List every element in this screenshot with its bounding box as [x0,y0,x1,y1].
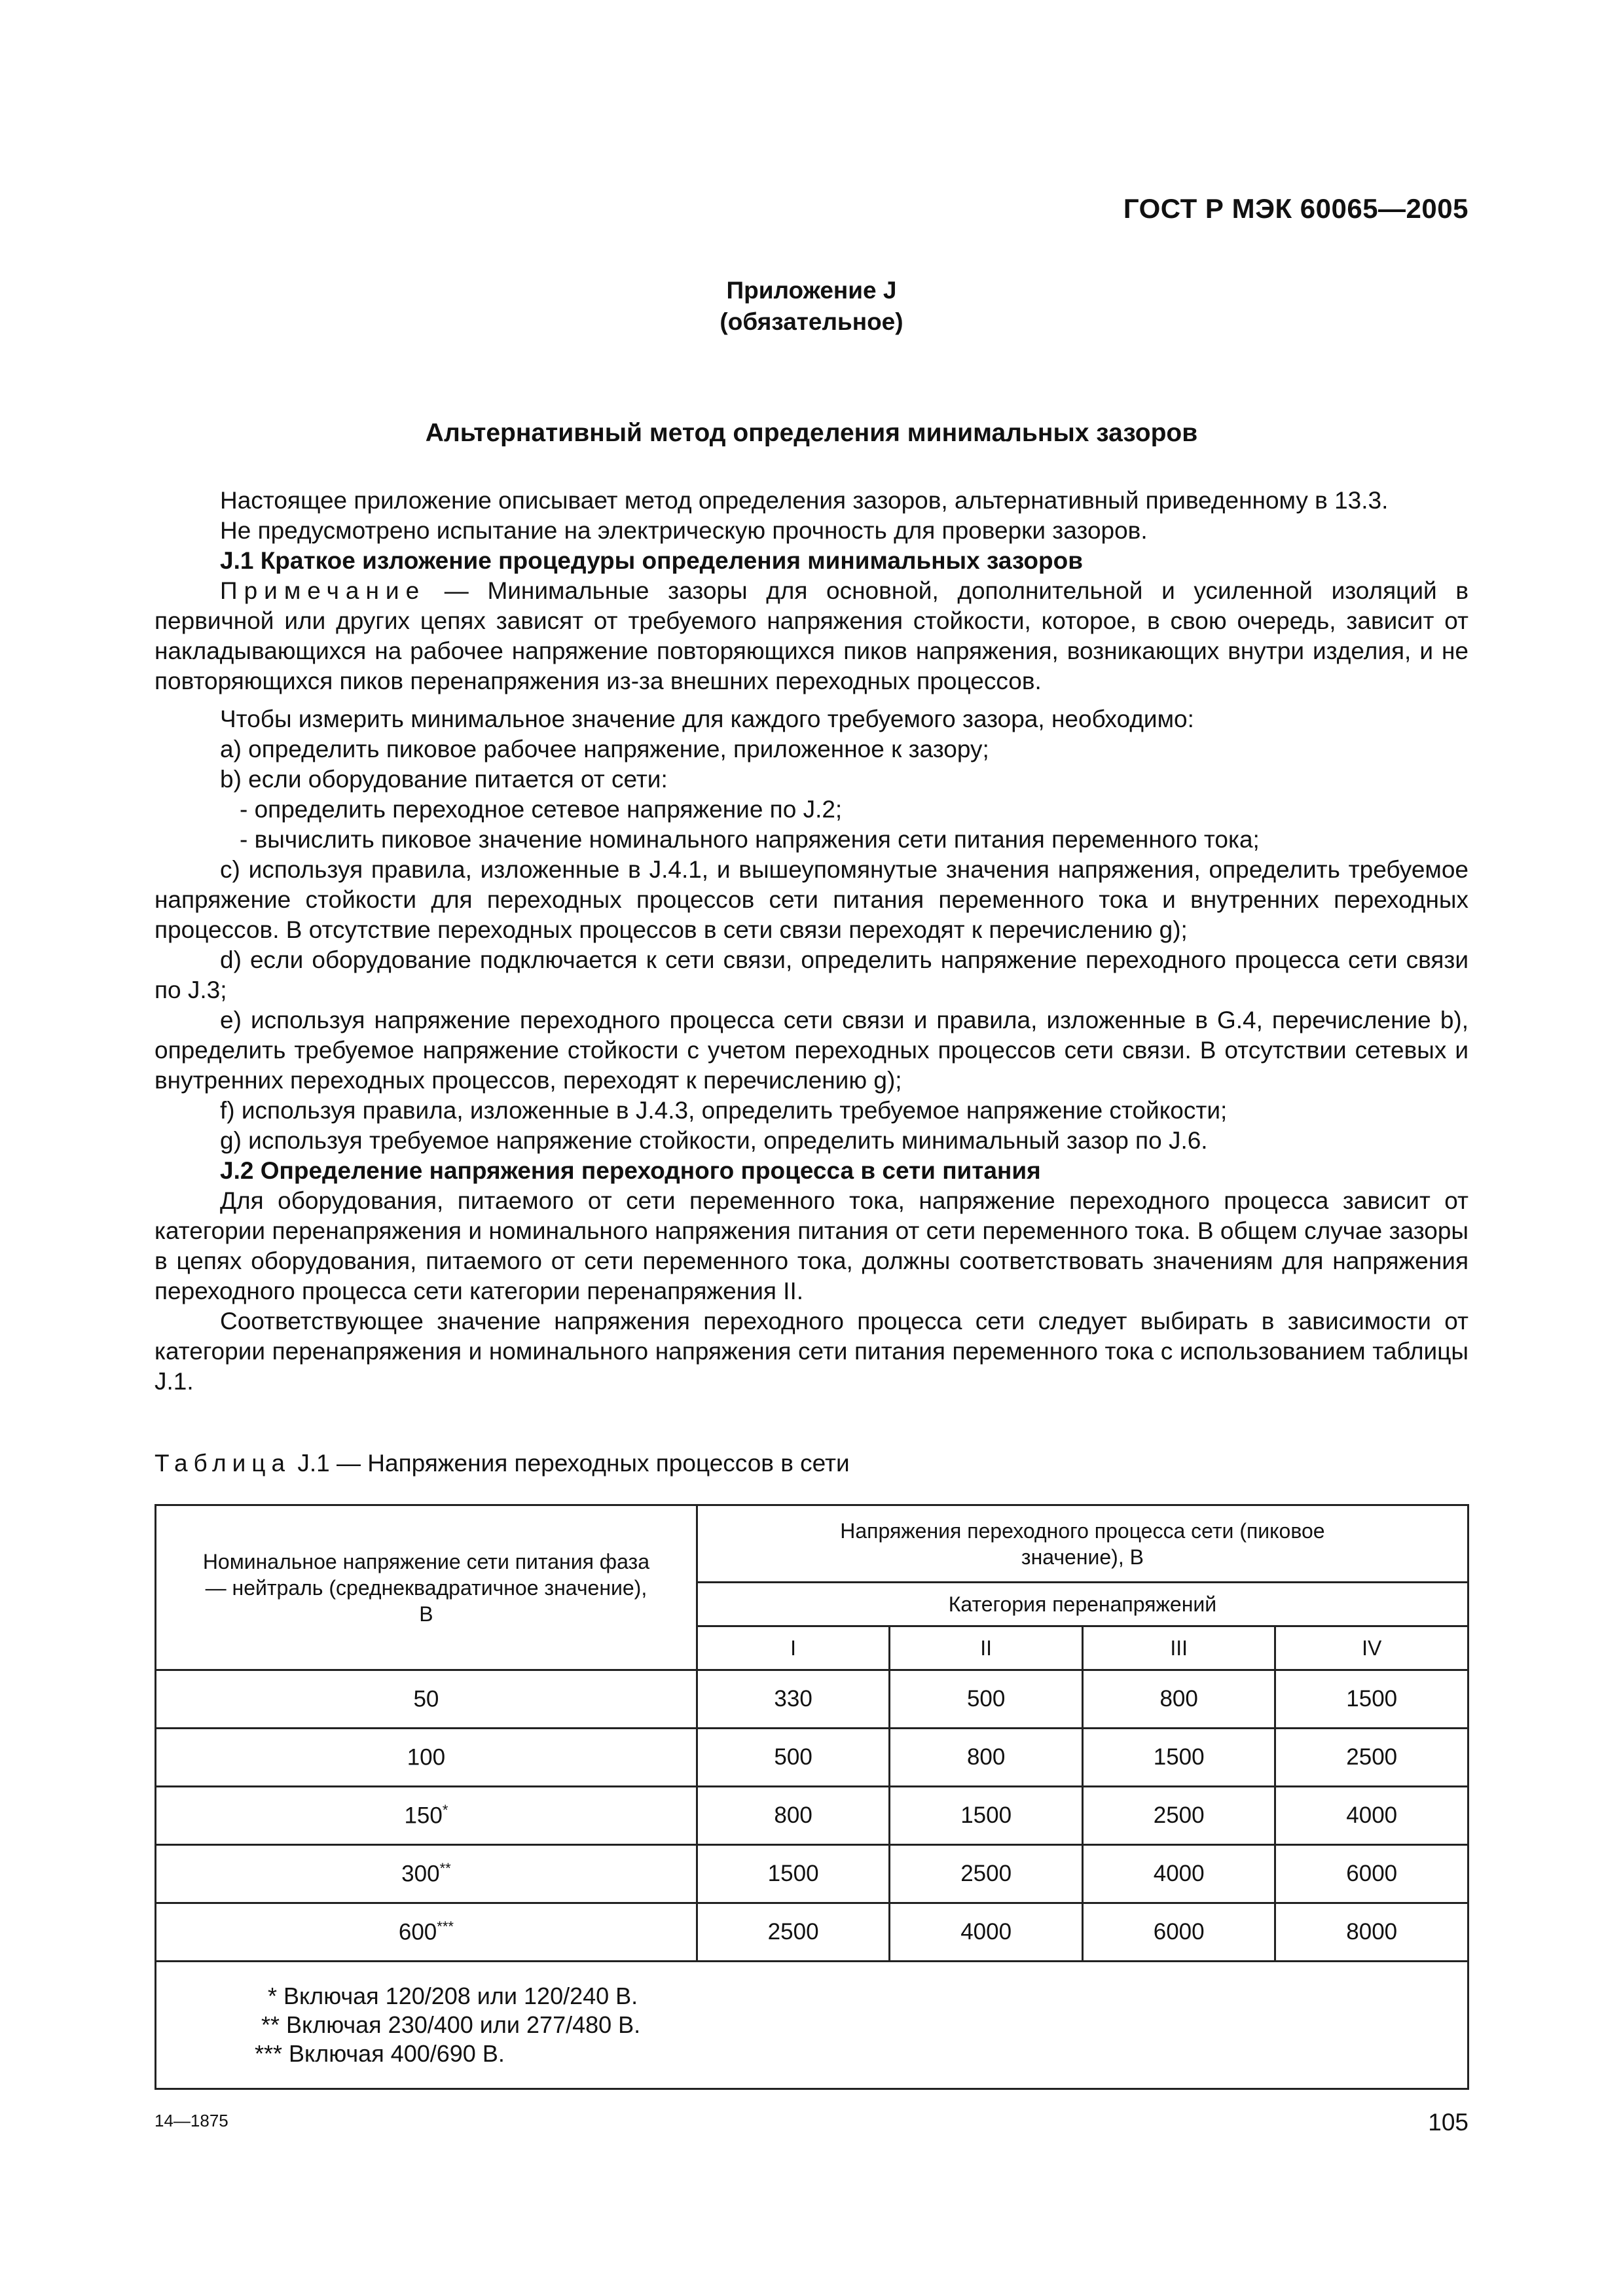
body-text [155,486,1468,1397]
table-header-category-iv: IV [1275,1626,1468,1670]
table-caption-text: J.1 — Напряжения переходных процессов в сети [291,1450,850,1477]
procedure-item-b-sub-1: - определить переходное сетевое напряжение по J.2; [240,796,843,823]
table-cell: 1500 [890,1787,1083,1845]
table-cell: 6000 [1082,1903,1275,1962]
procedure-item-g: g) используя требуемое напряжение стойкости, определить минимальный зазор по J.6. [220,1127,1208,1154]
page-number: 105 [1428,2109,1468,2136]
table-row [156,1845,1468,1903]
table-cell: 330 [697,1670,890,1729]
table-cell: 8000 [1275,1903,1468,1962]
table-caption-label: Таблица [155,1450,291,1477]
annex-title: Приложение J [726,277,897,304]
table-row [156,1670,1468,1729]
annex-status: (обязательное) [720,308,903,335]
procedure-item-c: c) используя правила, изложенные в J.4.1, и вышеупомянутые значения напряжения, определить требуемое напряжение стойкости для переходных процессов сети питания переменного тока и внутренних переходных процессов. В отсутствие переходных процессов в сети связи переходят к перечислению g); [155,856,1468,943]
note-label: Примечание [220,577,426,604]
table-row [156,1903,1468,1962]
table-cell: 800 [890,1729,1083,1787]
table-cell: 800 [1082,1670,1275,1729]
procedure-item-e: e) используя напряжение переходного процесса сети связи и правила, изложенные в G.4, перечисление b), определить требуемое напряжение стойкости с учетом переходных процессов сети связи. В отсутствии сетевых и внутренних переходных процессов, переходят к перечислению g); [155,1007,1468,1094]
table-footnote: ** Включая 230/400 или 277/480 В. [255,2011,641,2038]
section-heading-j1: J.1 Краткое изложение процедуры определения минимальных зазоров [220,547,1083,574]
table-header-nominal-voltage: Номинальное напряжение сети питания фаза — нейтраль (среднеквадратичное значение), В [156,1505,697,1670]
table-cell: 2500 [1275,1729,1468,1787]
table-cell: 500 [697,1729,890,1787]
j2-paragraph-1: Для оборудования, питаемого от сети переменного тока, напряжение переходного процесса зависит от категории перенапряжения и номинального напряжения питания от сети переменного тока. В общем случае зазоры в цепях оборудования, питаемого от сети переменного тока, должны соответствовать значениям для напряжения переходного процесса сети категории перенапряжения II. [155,1187,1468,1304]
table-cell-nominal: 100 [156,1729,697,1787]
procedure-item-f: f) используя правила, изложенные в J.4.3, определить требуемое напряжение стойкости; [220,1097,1228,1124]
intro-paragraph-2: Не предусмотрено испытание на электрическую прочность для проверки зазоров. [220,517,1148,544]
table-cell: 2500 [890,1845,1083,1903]
table-cell: 1500 [1082,1729,1275,1787]
table-cell: 1500 [697,1845,890,1903]
procedure-item-b: b) если оборудование питается от сети: [220,766,668,793]
table-header-category-iii: III [1082,1626,1275,1670]
procedure-lead: Чтобы измерить минимальное значение для каждого требуемого зазора, необходимо: [220,706,1194,732]
document-id: ГОСТ Р МЭК 60065—2005 [1123,193,1468,224]
table-row [156,1729,1468,1787]
note-text: — Минимальные зазоры для основной, дополнительной и усиленной изоляций в первичной или других цепях зависят от требуемого напряжения стойкости, которое, в свою очередь, зависит от накладывающихся на рабочее напряжение повторяющихся пиков напряжения, возникающих внутри изделия, и не повторяющихся пиков перенапряжения из-за внешних переходных процессов. [155,577,1468,694]
table-header-category: Категория перенапряжений [697,1583,1468,1626]
table-cell: 4000 [1275,1787,1468,1845]
table-cell-nominal: 50 [156,1670,697,1729]
table-header-category-i: I [697,1626,890,1670]
table-header-transient-voltage: Напряжения переходного процесса сети (пиковое значение), В [697,1505,1468,1583]
table-cell: 6000 [1275,1845,1468,1903]
note-paragraph [155,576,1468,696]
table-footnote: * Включая 120/208 или 120/240 В. [255,1982,638,2009]
section-heading-j2: J.2 Определение напряжения переходного процесса в сети питания [220,1157,1041,1184]
table-cell: 4000 [1082,1845,1275,1903]
table-cell-nominal: 300** [156,1845,697,1903]
table-footnotes [156,1962,1468,2089]
procedure-item-d: d) если оборудование подключается к сети связи, определить напряжение переходного процесса сети связи по J.3; [155,946,1468,1003]
annex-heading [0,275,1623,338]
table-cell: 1500 [1275,1670,1468,1729]
table-row [156,1787,1468,1845]
table-cell: 500 [890,1670,1083,1729]
transient-voltage-table [155,1504,1469,2090]
table-cell-nominal: 600*** [156,1903,697,1962]
table-footnote: *** Включая 400/690 В. [255,2040,505,2067]
j2-paragraph-2: Соответствующее значение напряжения переходного процесса сети следует выбирать в зависимости от категории перенапряжения и номинального напряжения сети питания переменного тока с использованием таблицы J.1. [155,1308,1468,1395]
table-caption [155,1450,850,1477]
procedure-item-b-sub-2: - вычислить пиковое значение номинального напряжения сети питания переменного тока; [240,826,1260,853]
table-cell: 800 [697,1787,890,1845]
table-header-category-ii: II [890,1626,1083,1670]
intro-paragraph-1: Настоящее приложение описывает метод определения зазоров, альтернативный приведенному в 13.3. [220,487,1389,514]
table-cell: 2500 [1082,1787,1275,1845]
procedure-item-a: a) определить пиковое рабочее напряжение, приложенное к зазору; [220,736,989,762]
table-cell: 2500 [697,1903,890,1962]
table-cell: 4000 [890,1903,1083,1962]
table-cell-nominal: 150* [156,1787,697,1845]
main-title: Альтернативный метод определения минимальных зазоров [425,419,1198,447]
print-code: 14—1875 [155,2111,228,2130]
